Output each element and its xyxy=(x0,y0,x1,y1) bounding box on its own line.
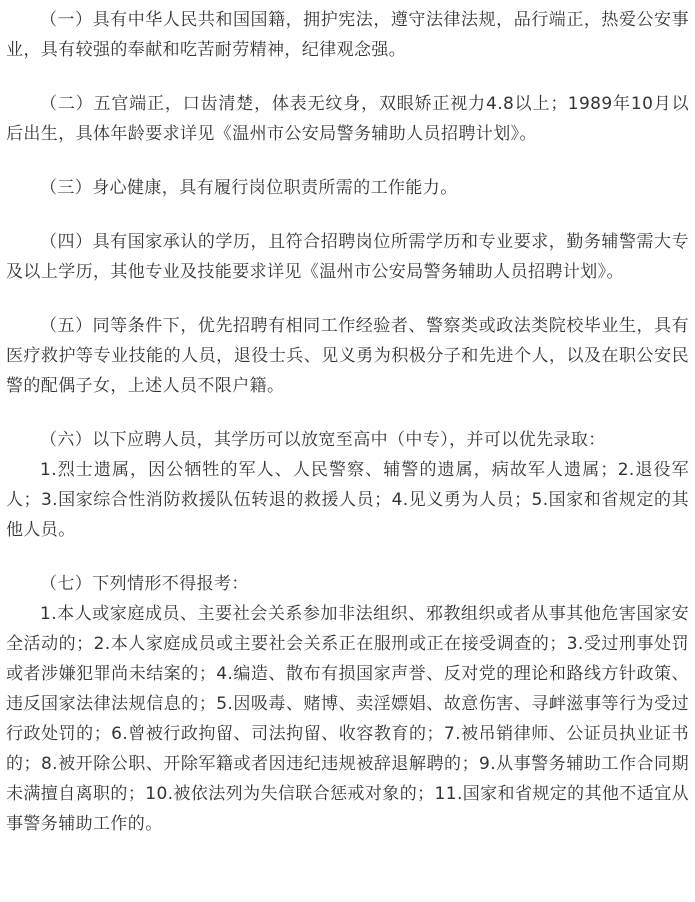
paragraph-6-heading: （六）以下应聘人员，其学历可以放宽至高中（中专），并可以优先录取： xyxy=(40,430,606,450)
paragraph-6-list: 1.烈士遗属，因公牺牲的军人、人民警察、辅警的遗属，病故军人遗属；2.退役军人；3.国家综合性消防救援队伍转退的救援人员；4.见义勇为人员；5.国家和省规定的其他人员。 xyxy=(6,460,689,540)
paragraph-5: （五）同等条件下，优先招聘有相同工作经验者、警察类或政法类院校毕业生，具有医疗救护等专业技能的人员，退役士兵、见义勇为积极分子和先进个人，以及在职公安民警的配偶子女，上述人员不限户籍。 xyxy=(6,316,689,396)
paragraph-7-heading: （七）下列情形不得报考： xyxy=(40,574,249,594)
paragraph-4: （四）具有国家承认的学历，且符合招聘岗位所需学历和专业要求，勤务辅警需大专及以上学历，其他专业及技能要求详见《温州市公安局警务辅助人员招聘计划》。 xyxy=(6,232,689,282)
paragraph-2: （二）五官端正，口齿清楚，体表无纹身，双眼矫正视力4.8以上；1989年10月以后出生，具体年龄要求详见《温州市公安局警务辅助人员招聘计划》。 xyxy=(6,94,689,144)
paragraph-1: （一）具有中华人民共和国国籍，拥护宪法，遵守法律法规，品行端正，热爱公安事业，具有较强的奉献和吃苦耐劳精神，纪律观念强。 xyxy=(6,10,689,60)
paragraph-3: （三）身心健康，具有履行岗位职责所需的工作能力。 xyxy=(40,178,458,198)
paragraph-7-list: 1.本人或家庭成员、主要社会关系参加非法组织、邪教组织或者从事其他危害国家安全活动的；2.本人家庭成员或主要社会关系正在服刑或正在接受调查的；3.受过刑事处罚或者涉嫌犯罪尚未结案的；4.编造、散布有损国家声誉、反对党的理论和路线方针政策、违反国家法律法规信息的；5.因吸毒、赌博、卖淫嫖娼、故意伤害、寻衅滋事等行为受过行政处罚的；6.曾被行政拘留、司法拘留、收容教育的；7.被吊销律师、公证员执业证书的；8.被开除公职、开除军籍或者因违纪违规被辞退解聘的；9.从事警务辅助工作合同期未满擅自离职的；10.被依法列为失信联合惩戒对象的；11.国家和省规定的其他不适宜从事警务辅助工作的。 xyxy=(6,604,689,834)
